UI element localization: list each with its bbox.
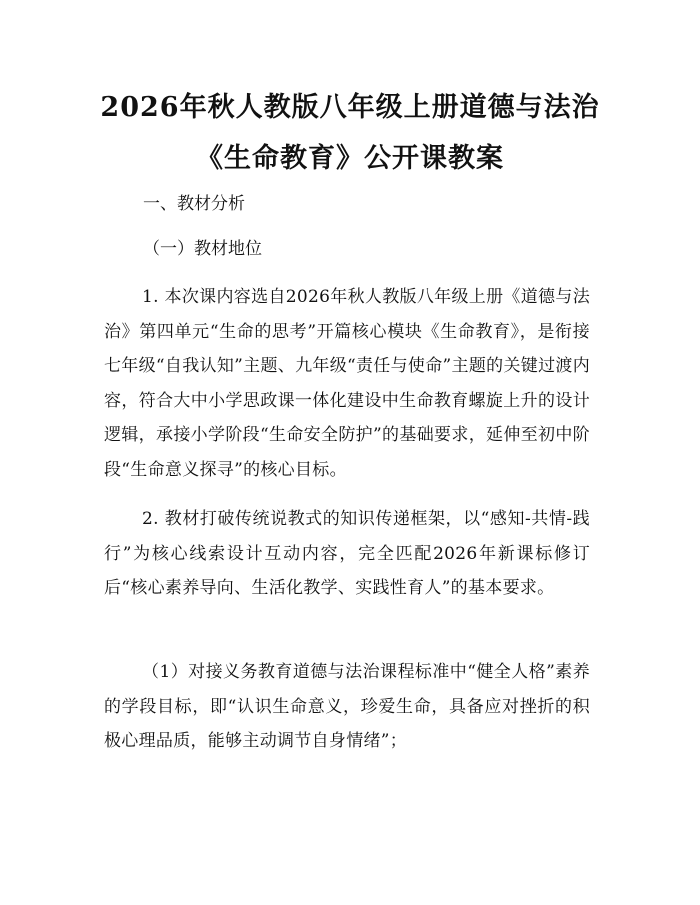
- paragraph-2: 2. 教材打破传统说教式的知识传递框架，以“感知-共情-践行”为核心线索设计互动内容，完全匹配2026年新课标修订后“核心素养导向、生活化教学、实践性育人”的基本要求。: [104, 509, 590, 598]
- section-heading: 一、教材分析: [143, 194, 245, 214]
- document-title: 2026年秋人教版八年级上册道德与法治《生命教育》公开课教案: [100, 92, 600, 174]
- paragraph-1: 1. 本次课内容选自2026年秋人教版八年级上册《道德与法治》第四单元“生命的思考”开篇核心模块《生命教育》，是衔接七年级“自我认知”主题、九年级“责任与使命”主题的关键过渡内容，符合大中小学思政课一体化建设中生命教育螺旋上升的设计逻辑，承接小学阶段“生命安全防护”的基础要求，延伸至初中阶段“生命意义探寻”的核心目标。: [104, 287, 590, 480]
- subsection-heading: （一）教材地位: [143, 239, 262, 259]
- paragraph-3: （1）对接义务教育道德与法治课程标准中“健全人格”素养的学段目标，即“认识生命意义，珍爱生命，具备应对挫折的积极心理品质，能够主动调节自身情绪”；: [104, 662, 590, 751]
